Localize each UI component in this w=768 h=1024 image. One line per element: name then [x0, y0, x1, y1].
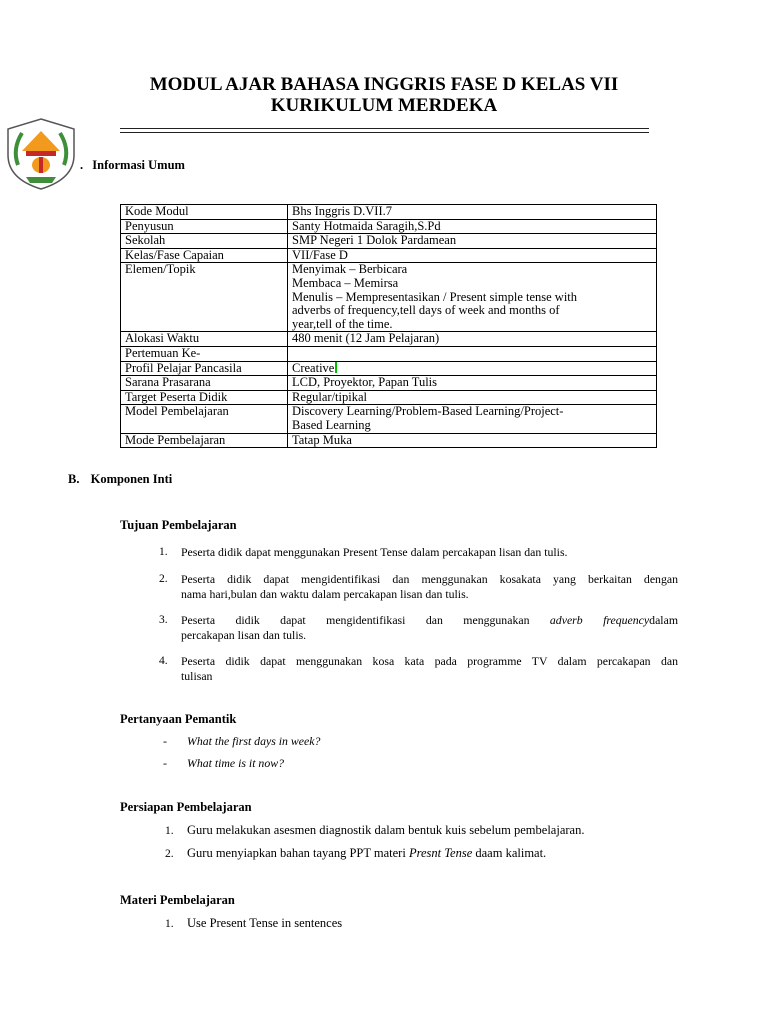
list-item-line: Peserta didik dapat mengidentifikasi dan menggunakan kosakata yang berkaitan dengan	[181, 572, 678, 586]
value-line: Menyimak – Berbicara	[292, 262, 408, 277]
table-key: Model Pembelajaran	[121, 405, 288, 433]
table-value: VII/Fase D	[288, 248, 657, 263]
table-key: Sarana Prasarana	[121, 376, 288, 391]
value-text: Creative	[292, 360, 335, 375]
section-a-heading	[80, 158, 185, 173]
list-number: 2.	[165, 848, 174, 860]
info-table	[120, 204, 657, 448]
table-value	[288, 346, 657, 361]
table-key: Mode Pembelajaran	[121, 433, 288, 448]
table-key: Alokasi Waktu	[121, 332, 288, 347]
list-number: 3.	[159, 614, 168, 626]
table-key: Penyusun	[121, 219, 288, 234]
table-key: Sekolah	[121, 234, 288, 249]
regional-emblem-icon	[2, 117, 80, 191]
list-item-line: Peserta didik dapat menggunakan kosa kata pada programme TV dalam percakapan dan	[181, 654, 678, 668]
table-key: Kode Modul	[121, 205, 288, 220]
table-value: Regular/tipikal	[288, 390, 657, 405]
table-row	[121, 346, 657, 361]
table-value: SMP Negeri 1 Dolok Pardamean	[288, 234, 657, 249]
table-row	[121, 433, 657, 448]
text-cursor-mark	[335, 362, 337, 373]
table-value	[288, 405, 657, 433]
list-item-line	[181, 613, 678, 628]
table-value	[288, 263, 657, 332]
table-value: Tatap Muka	[288, 433, 657, 448]
section-b-heading	[68, 472, 172, 487]
table-row	[121, 234, 657, 249]
list-dash: -	[163, 756, 167, 770]
table-row	[121, 361, 657, 376]
title-line-1: MODUL AJAR BAHASA INGGRIS FASE D KELAS VII	[149, 74, 619, 95]
tujuan-heading: Tujuan Pembelajaran	[120, 518, 237, 532]
table-value: Bhs Inggris D.VII.7	[288, 205, 657, 220]
table-value: LCD, Proyektor, Papan Tulis	[288, 376, 657, 391]
list-item-line: Peserta didik dapat menggunakan Present Tense dalam percakapan lisan dan tulis.	[181, 545, 568, 559]
list-item-line: tulisan	[181, 668, 213, 683]
value-line: Discovery Learning/Problem-Based Learning/Project-	[292, 404, 564, 419]
list-number: 1.	[165, 825, 174, 837]
table-row	[121, 332, 657, 347]
table-key: Pertemuan Ke-	[121, 346, 288, 361]
table-key: Elemen/Topik	[121, 263, 288, 332]
section-b-title: Komponen Inti	[90, 472, 173, 486]
list-item	[181, 545, 678, 560]
list-item	[181, 572, 678, 601]
table-row	[121, 376, 657, 391]
list-item	[181, 654, 678, 683]
persiapan-heading: Persiapan Pembelajaran	[120, 800, 252, 814]
table-key: Kelas/Fase Capaian	[121, 248, 288, 263]
list-item-text: daam kalimat.	[472, 846, 547, 860]
list-item-text: dalam	[649, 613, 678, 627]
value-line: Based Learning	[292, 417, 371, 432]
value-line: Membaca – Memirsa	[292, 275, 399, 290]
list-item-line: nama hari,bulan dan waktu dalam percakapan lisan dan tulis.	[181, 586, 469, 601]
table-row	[121, 248, 657, 263]
value-line: year,tell of the time.	[292, 316, 393, 331]
value-line: Menulis – Mempresentasikan / Present simple tense with	[292, 289, 578, 304]
table-value	[288, 361, 657, 376]
value-line: adverbs of frequency,tell days of week and months of	[292, 303, 560, 318]
title-line-2: KURIKULUM MERDEKA	[270, 95, 498, 116]
page-title	[0, 74, 768, 116]
table-value: 480 menit (12 Jam Pelajaran)	[288, 332, 657, 347]
list-dash: -	[163, 734, 167, 748]
table-row	[121, 405, 657, 433]
table-key: Target Peserta Didik	[121, 390, 288, 405]
section-b-marker: B.	[68, 472, 80, 486]
list-item: What the first days in week?	[187, 734, 321, 748]
list-item-line: percakapan lisan dan tulis.	[181, 627, 307, 642]
table-row	[121, 390, 657, 405]
table-key: Profil Pelajar Pancasila	[121, 361, 288, 376]
table-value: Santy Hotmaida Saragih,S.Pd	[288, 219, 657, 234]
list-item-italic: Presnt Tense	[408, 846, 473, 860]
list-item: What time is it now?	[187, 756, 284, 770]
list-item	[181, 613, 678, 642]
section-a-marker: .	[80, 158, 84, 172]
table-row	[121, 205, 657, 220]
table-row	[121, 219, 657, 234]
section-a-title: Informasi Umum	[92, 158, 185, 172]
list-item-italic: adverb frequency	[549, 613, 650, 627]
title-rule-bottom	[120, 132, 649, 133]
list-item-text: Guru menyiapkan bahan tayang PPT materi	[187, 846, 409, 860]
title-rule-top	[120, 128, 649, 129]
pemantik-heading: Pertanyaan Pemantik	[120, 712, 237, 726]
list-number: 4.	[159, 655, 168, 667]
emblem-svg	[2, 117, 80, 191]
list-item: Use Present Tense in sentences	[187, 916, 343, 930]
list-number: 1.	[159, 546, 168, 558]
list-number: 1.	[165, 918, 174, 930]
list-item: Guru melakukan asesmen diagnostik dalam bentuk kuis sebelum pembelajaran.	[187, 823, 585, 837]
list-item-text: Peserta didik dapat mengidentifikasi dan menggunakan	[181, 613, 550, 627]
list-item	[187, 846, 546, 861]
materi-heading: Materi Pembelajaran	[120, 893, 235, 907]
table-row	[121, 263, 657, 332]
list-number: 2.	[159, 573, 168, 585]
